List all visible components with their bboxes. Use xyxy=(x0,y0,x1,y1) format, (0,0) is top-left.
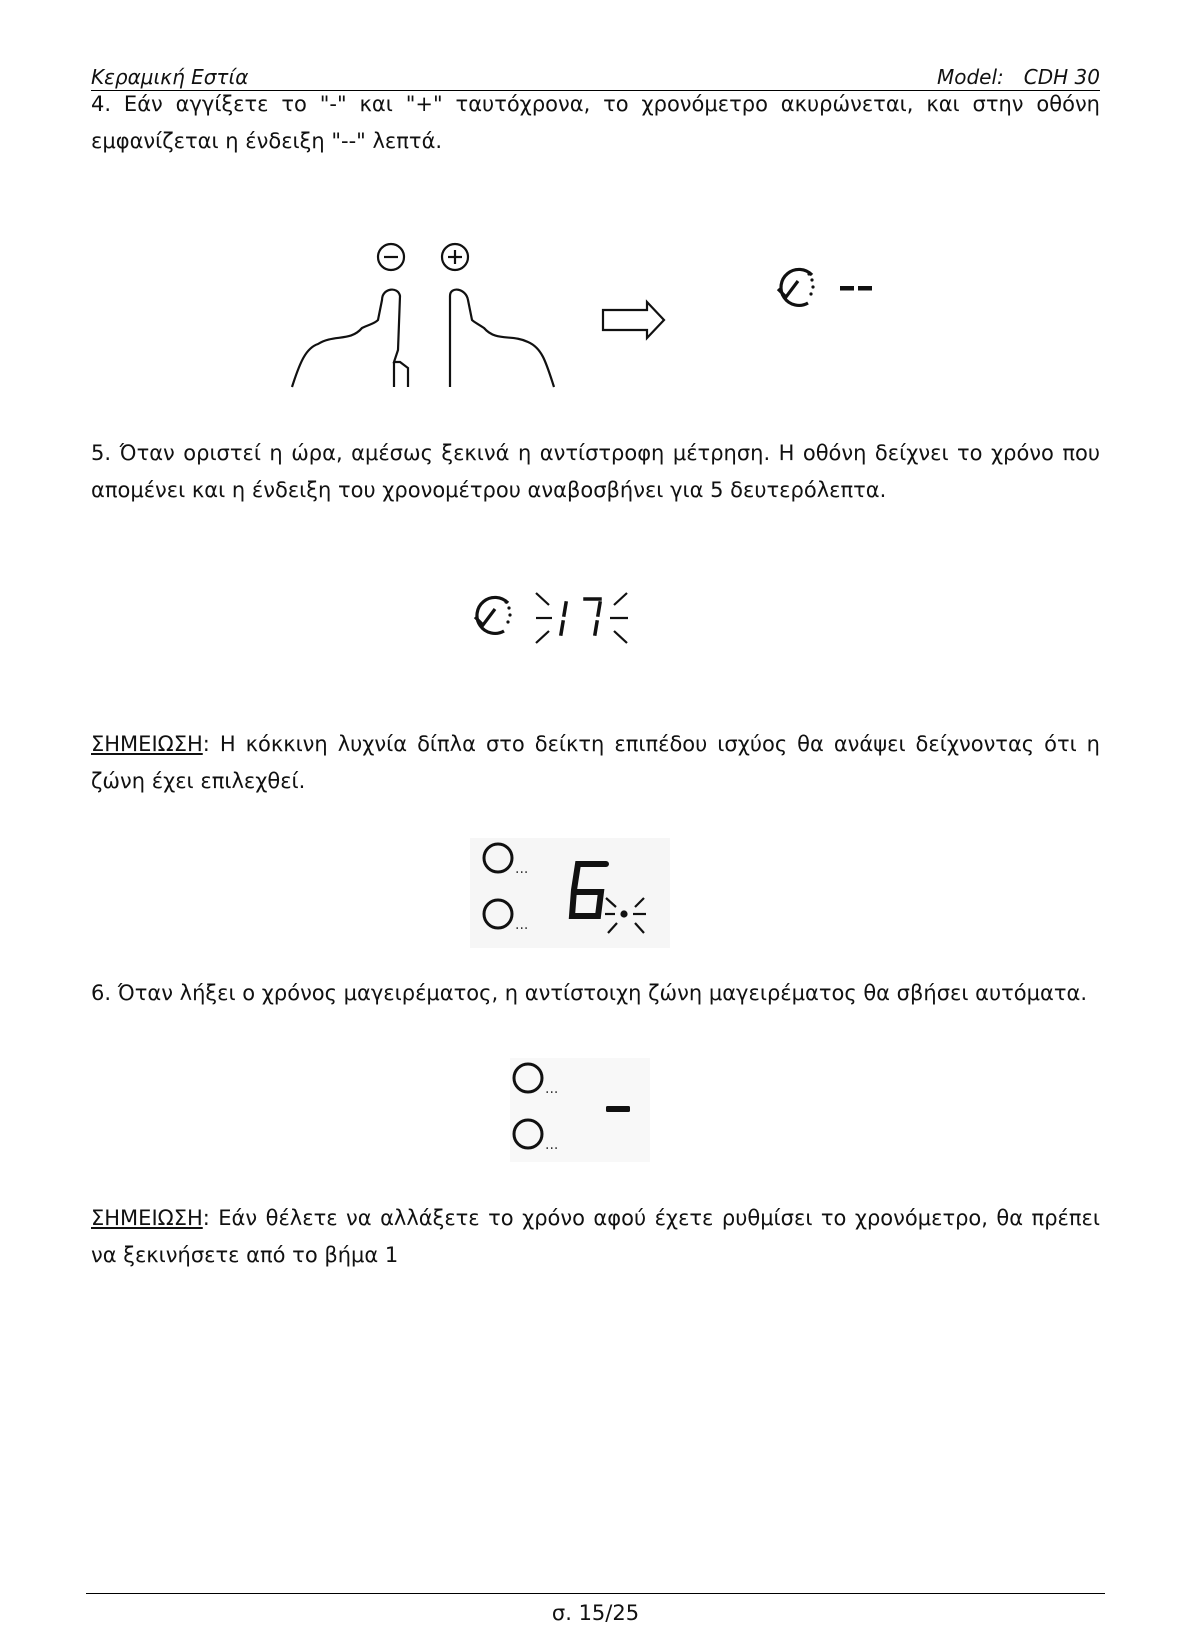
step4-paragraph: 4. Εάν αγγίξετε το "-" και "+" ταυτόχρονα, το χρονόμετρο ακυρώνεται, και στην οθόνη εμφανίζεται η ένδειξη "--" λεπτά. xyxy=(91,92,1100,153)
display-dash xyxy=(606,1106,630,1112)
page-number: σ. 15/25 xyxy=(551,1601,640,1625)
indicator-dots: ... xyxy=(515,917,529,933)
timer-icon xyxy=(475,597,508,633)
footer-divider xyxy=(86,1593,1105,1594)
blink-indicator xyxy=(536,593,628,643)
header-title: Κεραμική Εστία xyxy=(91,65,249,89)
right-arrow-icon xyxy=(603,302,664,338)
step5-paragraph: 5. Όταν οριστεί η ώρα, αμέσως ξεκινά η αντίστροφη μέτρηση. Η οθόνη δείχνει το χρόνο που απομένει και η ένδειξη του χρονομέτρου αναβοσβήνει για 5 δευτερόλεπτα. xyxy=(91,441,1100,502)
note1-text: : Η κόκκινη λυχνία δίπλα στο δείκτη επιπέδου ισχύος θα ανάψει δείχνοντας ότι η ζώνη έχει επιλεχθεί. xyxy=(91,732,1100,793)
display-digits-17 xyxy=(561,599,600,634)
note2-label: ΣΗΜΕΙΩΣΗ xyxy=(91,1206,203,1230)
figure-zone-off xyxy=(510,1058,650,1162)
timer-icon xyxy=(778,269,812,305)
note1-paragraph xyxy=(91,726,1100,800)
figure-countdown xyxy=(470,585,670,655)
display-dashes xyxy=(840,286,872,291)
model-value: CDH 30 xyxy=(1023,65,1100,89)
figure-cancel-timer xyxy=(280,230,900,400)
note2-text: : Εάν θέλετε να αλλάξετε το χρόνο αφού έχετε ρυθμίσει το χρονόμετρο, θα πρέπει να ξεκινήσετε από το βήμα 1 xyxy=(91,1206,1100,1267)
model-label: Model: xyxy=(936,65,1004,89)
indicator-dots: ... xyxy=(515,861,529,877)
note1-label: ΣΗΜΕΙΩΣΗ xyxy=(91,732,203,756)
figure-zone-selected xyxy=(470,838,670,948)
step6-paragraph: 6. Όταν λήξει ο χρόνος μαγειρέματος, η αντίστοιχη ζώνη μαγειρέματος θα σβήσει αυτόματα. xyxy=(91,981,1087,1005)
indicator-dots: ... xyxy=(545,1137,559,1153)
left-hand-icon xyxy=(292,290,408,387)
note2-paragraph xyxy=(91,1200,1100,1274)
right-hand-icon xyxy=(450,290,554,387)
indicator-dots: ... xyxy=(545,1081,559,1097)
